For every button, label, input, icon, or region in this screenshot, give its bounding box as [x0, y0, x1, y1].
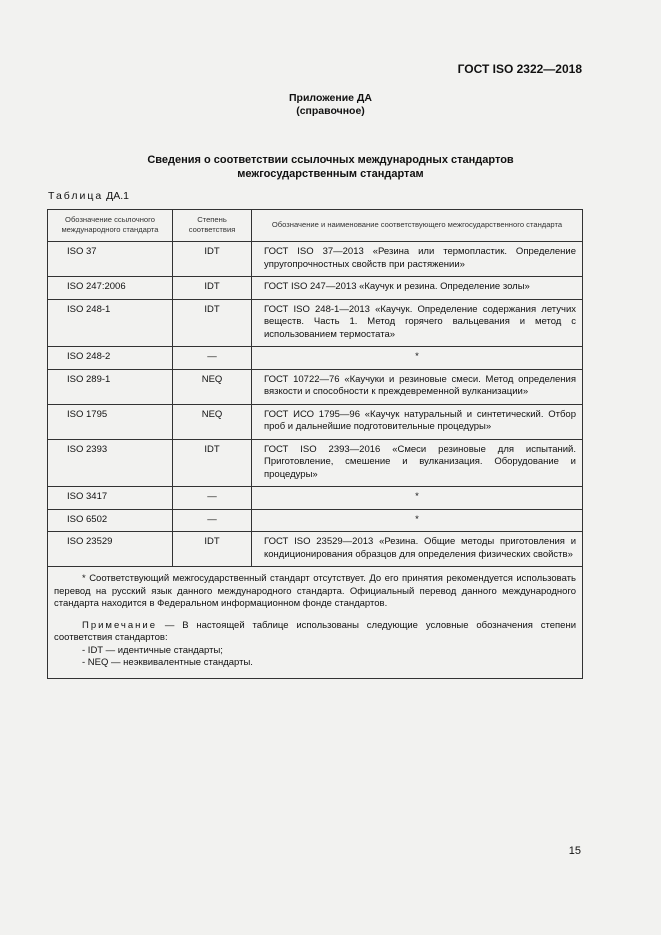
- reference-cell: ISO 3417: [48, 487, 173, 510]
- note-label: Примечание: [82, 619, 157, 631]
- column-header-reference: Обозначение ссылочного международного стандарта: [48, 210, 173, 242]
- table-label-number: ДА.1: [106, 190, 129, 202]
- heading-line-1: Сведения о соответствии ссылочных международных стандартов: [147, 154, 514, 166]
- reference-cell: ISO 1795: [48, 404, 173, 439]
- page-number: 15: [568, 845, 581, 857]
- standard-title-cell: ГОСТ 10722—76 «Каучуки и резиновые смеси. Метод определения вязкости и способности к преждевременной вулканизации»: [252, 369, 583, 404]
- degree-cell: —: [173, 509, 252, 532]
- table-row: [48, 439, 583, 487]
- degree-cell: IDT: [173, 299, 252, 347]
- degree-cell: IDT: [173, 439, 252, 487]
- reference-cell: ISO 6502: [48, 509, 173, 532]
- degree-cell: IDT: [173, 277, 252, 300]
- table-row: [48, 404, 583, 439]
- standard-title-cell: ГОСТ ISO 37—2013 «Резина или термопластик. Определение упругопрочностных свойств при растяжении»: [252, 242, 583, 277]
- standard-title-cell: ГОСТ ISO 23529—2013 «Резина. Общие методы приготовления и кондиционирования образцов для определения физических свойств»: [252, 532, 583, 567]
- table-footer: [48, 567, 583, 679]
- footnote: * Соответствующий межгосударственный стандарт отсутствует. До его принятия рекомендуется использовать перевод на русский язык данного международного стандарта. Официальный перевод данного международного стандарта находится в Федеральном информационном фонде стандартов.: [54, 573, 576, 609]
- reference-cell: ISO 289-1: [48, 369, 173, 404]
- heading-line-2: межгосударственным стандартам: [237, 168, 424, 180]
- annex-block: [0, 92, 661, 118]
- note: [54, 620, 576, 645]
- degree-cell: —: [173, 347, 252, 370]
- degree-cell: NEQ: [173, 369, 252, 404]
- section-heading: [0, 153, 661, 181]
- note-text: — В настоящей таблице использованы следующие условные обозначения степени соответствия стандартов:: [54, 619, 577, 643]
- degree-cell: NEQ: [173, 404, 252, 439]
- standard-title-cell: *: [252, 487, 583, 510]
- degree-cell: —: [173, 487, 252, 510]
- standard-title-cell: ГОСТ ISO 248-1—2013 «Каучук. Определение содержания летучих веществ. Часть 1. Метод горячего вальцевания и метод с использованием термостата»: [252, 299, 583, 347]
- correspondence-table: [47, 209, 583, 679]
- standard-title-cell: *: [252, 347, 583, 370]
- table-footer-row: [48, 567, 583, 679]
- table-label-prefix: Таблица: [48, 190, 104, 202]
- table-row: [48, 509, 583, 532]
- note-item-neq: - NEQ — неэквивалентные стандарты.: [82, 657, 253, 668]
- column-header-degree: Степень соответствия: [173, 210, 252, 242]
- reference-cell: ISO 248-2: [48, 347, 173, 370]
- table-row: [48, 532, 583, 567]
- reference-cell: ISO 23529: [48, 532, 173, 567]
- table-row: [48, 242, 583, 277]
- table-row: [48, 487, 583, 510]
- reference-cell: ISO 247:2006: [48, 277, 173, 300]
- degree-cell: IDT: [173, 532, 252, 567]
- table-row: [48, 277, 583, 300]
- standard-title-cell: ГОСТ ISO 247—2013 «Каучук и резина. Определение золы»: [252, 277, 583, 300]
- reference-cell: ISO 248-1: [48, 299, 173, 347]
- degree-cell: IDT: [173, 242, 252, 277]
- annex-title: Приложение ДА: [289, 92, 372, 104]
- document-code: ГОСТ ISO 2322—2018: [457, 62, 582, 76]
- table-row: [48, 347, 583, 370]
- note-item-idt: - IDT — идентичные стандарты;: [82, 644, 223, 656]
- standard-title-cell: ГОСТ ИСО 1795—96 «Каучук натуральный и синтетический. Отбор проб и дальнейшие подготовительные процедуры»: [252, 404, 583, 439]
- table-row: [48, 299, 583, 347]
- annex-subtitle: (справочное): [296, 105, 365, 117]
- reference-cell: ISO 2393: [48, 439, 173, 487]
- column-header-title: Обозначение и наименование соответствующего межгосударственного стандарта: [252, 210, 583, 242]
- standard-title-cell: ГОСТ ISO 2393—2016 «Смеси резиновые для испытаний. Приготовление, смешение и вулканизация. Оборудование и процедуры»: [252, 439, 583, 487]
- standard-title-cell: *: [252, 509, 583, 532]
- reference-cell: ISO 37: [48, 242, 173, 277]
- table-header-row: [48, 210, 583, 242]
- table-label: [48, 190, 129, 202]
- table-row: [48, 369, 583, 404]
